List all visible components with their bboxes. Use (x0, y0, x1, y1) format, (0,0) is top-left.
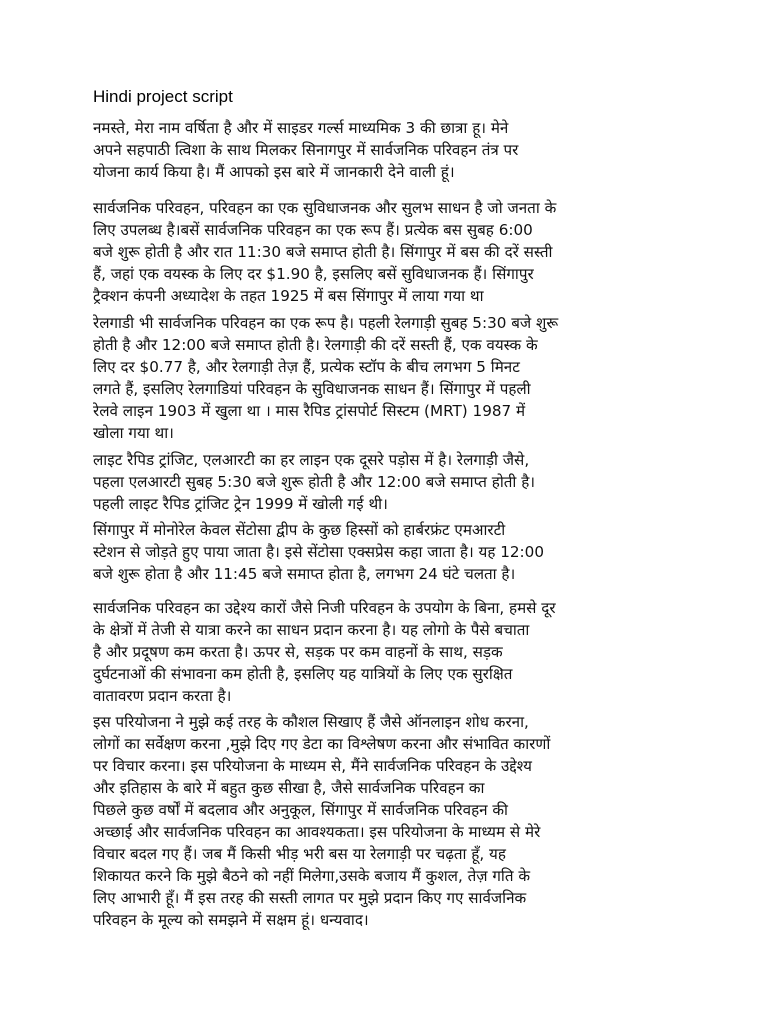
text-line: ट्रैक्शन कंपनी अध्यादेश के तहत 1925 में बस सिंगापुर में लाया गया था (93, 287, 484, 305)
text-line: दुर्घटनाओं की संभावना कम होती है, इसलिए यह यात्रियों के लिए एक सुरक्षित (93, 665, 513, 683)
text-line: वातावरण प्रदान करता है। (93, 687, 232, 705)
text-line: खोला गया था। (93, 424, 174, 442)
text-line: स्टेशन से जोड़ते हुए पाया जाता है। इसे सेंटोसा एक्सप्रेस कहा जाता है। यह 12:00 (93, 543, 544, 561)
text-line: लाइट रैपिड ट्रांजिट, एलआरटी का हर लाइन एक दूसरे पड़ोस में है। रेलगाड़ी जैसे, (93, 451, 530, 469)
text-line: के क्षेत्रों में तेजी से यात्रा करने का साधन प्रदान करना है। यह लोगो के पैसे बचाता (93, 621, 530, 639)
text-line: पर विचार करना। इस परियोजना के माध्यम से, मैंने सार्वजनिक परिवहन के उद्देश्य (93, 757, 532, 775)
text-line: बजे शुरू होता है और 11:45 बजे समाप्त होता है, लगभग 24 घंटे चलता है। (93, 565, 516, 583)
text-line: रेलगाडी भी सार्वजनिक परिवहन का एक रूप है। पहली रेलगाड़ी सुबह 5:30 बजे शुरू (93, 314, 559, 332)
paragraph-purpose (93, 597, 683, 707)
document-title: Hindi project script (93, 87, 233, 106)
text-line: पिछले कुछ वर्षों में बदलाव और अनुकूल, सिंगापुर में सार्वजनिक परिवहन की (93, 801, 508, 819)
paragraph-lrt (93, 449, 683, 515)
text-line: सार्वजनिक परिवहन, परिवहन का एक सुविधाजनक और सुलभ साधन है जो जनता के (93, 199, 557, 217)
text-line: और इतिहास के बारे में बहुत कुछ सीखा है, जैसे सार्वजनिक परिवहन का (93, 779, 485, 797)
text-line: परिवहन के मूल्य को समझने में सक्षम हूं। धन्यवाद। (93, 911, 369, 929)
paragraph-monorail (93, 519, 683, 585)
text-line: बजे शुरू होती है और रात 11:30 बजे समाप्त होती है। सिंगापुर में बस की दरें सस्ती (93, 243, 553, 261)
text-line: विचार बदल गए हैं। जब मैं किसी भीड़ भरी बस या रेलगाड़ी पर चढ़ता हूँ, यह (93, 845, 506, 863)
text-line: शिकायत करने कि मुझे बैठने को नहीं मिलेगा,उसके बजाय मैं कुशल, तेज़ गति के (93, 867, 530, 885)
text-line: अच्छाई और सार्वजनिक परिवहन का आवश्यकता। इस परियोजना के माध्यम से मेरे (93, 823, 541, 841)
text-line: हैं, जहां एक वयस्क के लिए दर $1.90 है, इसलिए बसें सुविधाजनक हैं। सिंगापुर (93, 265, 534, 283)
text-line: लोगों का सर्वेक्षण करना ,मुझे दिए गए डेटा का विश्लेषण करना और संभावित कारणों (93, 735, 551, 753)
paragraph-buses (93, 197, 683, 307)
paragraph-intro (93, 117, 683, 183)
text-line: लिए दर $0.77 है, और रेलगाड़ी तेज़ हैं, प्रत्येक स्टॉप के बीच लगभग 5 मिनट (93, 358, 520, 376)
text-line: लगते हैं, इसलिए रेलगाडियां परिवहन के सुविधाजनक साधन हैं। सिंगापुर में पहली (93, 380, 531, 398)
text-line: सार्वजनिक परिवहन का उद्देश्य कारों जैसे निजी परिवहन के उपयोग के बिना, हमसे दूर (93, 599, 556, 617)
text-line: सिंगापुर में मोनोरेल केवल सेंटोसा द्वीप के कुछ हिस्सों को हार्बरफ्रंट एमआरटी (93, 521, 506, 539)
text-line: नमस्ते, मेरा नाम वर्षिता है और में साइडर गर्ल्स माध्यमिक 3 की छात्रा हू। मेने (93, 119, 509, 137)
paragraph-trains (93, 312, 683, 444)
text-line: है और प्रदूषण कम करता है। ऊपर से, सड़क पर कम वाहनों के साथ, सड़क (93, 643, 503, 661)
text-line: रेलवे लाइन 1903 में खुला था । मास रैपिड ट्रांसपोर्ट सिस्टम (MRT) 1987 में (93, 402, 526, 420)
text-line: अपने सहपाठी त्विशा के साथ मिलकर सिनागपुर में सार्वजनिक परिवहन तंत्र पर (93, 141, 519, 159)
text-line: इस परियोजना ने मुझे कई तरह के कौशल सिखाए हैं जैसे ऑनलाइन शोध करना, (93, 713, 529, 731)
text-line: लिए उपलब्ध है।बसें सार्वजनिक परिवहन का एक रूप हैं। प्रत्येक बस सुबह 6:00 (93, 221, 533, 239)
text-line: पहली लाइट रैपिड ट्रांजिट ट्रेन 1999 में खोली गई थी। (93, 495, 388, 513)
text-line: पहला एलआरटी सुबह 5:30 बजे शुरू होती है और 12:00 बजे समाप्त होती है। (93, 473, 536, 491)
text-line: लिए आभारी हूँ। मैं इस तरह की सस्ती लागत पर मुझे प्रदान किए गए सार्वजनिक (93, 889, 527, 907)
text-line: होती है और 12:00 बजे समाप्त होती है। रेलगाड़ी की दरें सस्ती हैं, एक वयस्क के (93, 336, 538, 354)
text-line: योजना कार्य किया है। मैं आपको इस बारे में जानकारी देने वाली हूं। (93, 163, 455, 181)
paragraph-conclusion (93, 711, 683, 931)
